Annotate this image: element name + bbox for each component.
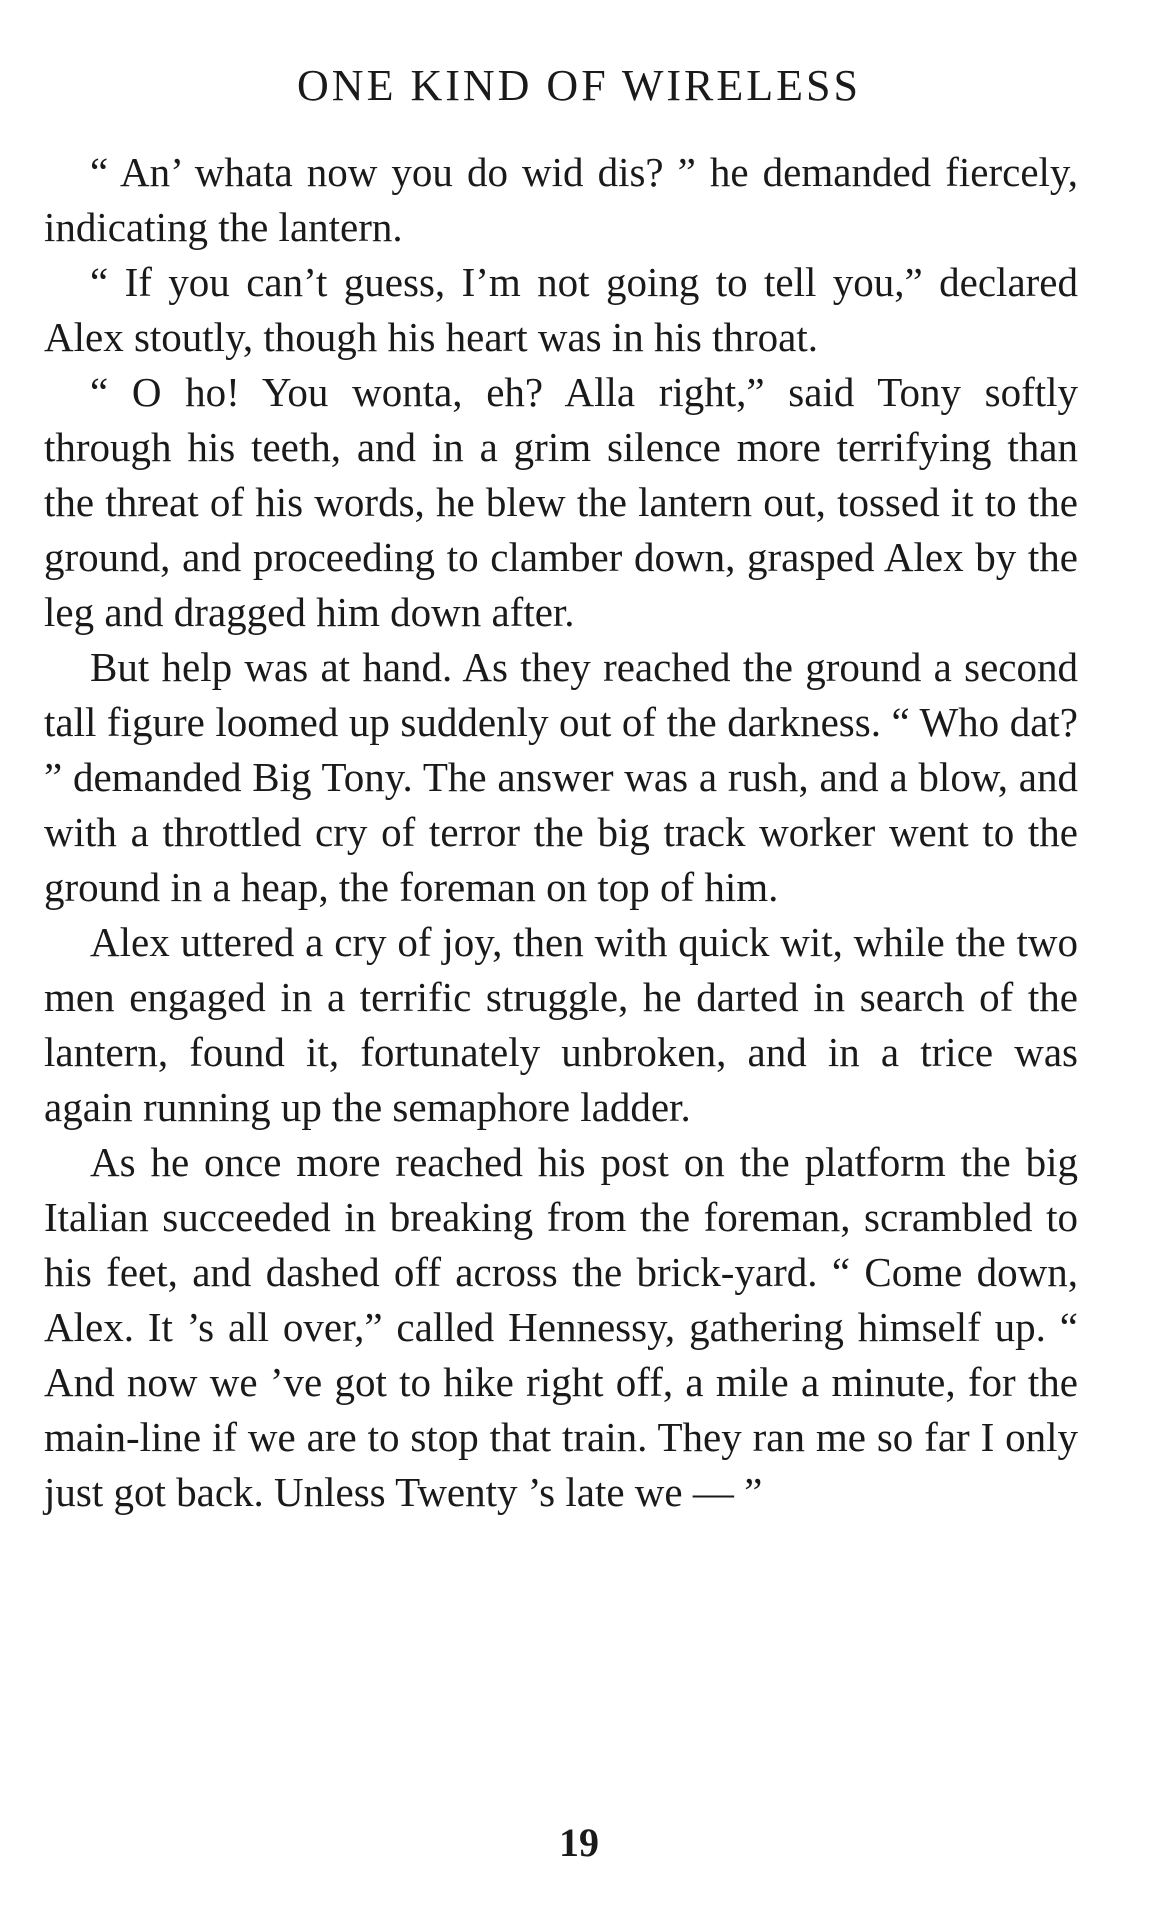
- paragraph-1: “ An’ whata now you do wid dis? ” he demanded fiercely, indicating the lantern.: [44, 149, 1078, 250]
- paragraph-4: But help was at hand. As they reached the ground a second tall figure loomed up suddenly out of the darkness. “ Who dat? ” demanded Big Tony. The answer was a rush, and a blow, and with a throttled cry of terror the big track worker went to the ground in a heap, the foreman on top of him.: [44, 644, 1078, 910]
- paragraph-6: As he once more reached his post on the platform the big Italian succeeded in breaking from the foreman, scrambled to his feet, and dashed off across the brick-yard. “ Come down, Alex. It ’s all over,” called Hennessy, gathering himself up. “ And now we ’ve got to hike right off, a mile a minute, for the main-line if we are to stop that train. They ran me so far I only just got back. Unless Twenty ’s late we — ”: [44, 1139, 1078, 1515]
- paragraph-5: Alex uttered a cry of joy, then with quick wit, while the two men engaged in a terrific struggle, he darted in search of the lantern, found it, fortunately unbroken, and in a trice was again running up the semaphore ladder.: [44, 919, 1078, 1130]
- page-number: 19: [559, 1820, 599, 1865]
- paragraph-3: “ O ho! You wonta, eh? Alla right,” said Tony softly through his teeth, and in a grim silence more terrifying than the threat of his words, he blew the lantern out, tossed it to the ground, and proceeding to clamber down, grasped Alex by the leg and dragged him down after.: [44, 369, 1078, 635]
- running-head: ONE KIND OF WIRELESS: [297, 61, 861, 110]
- body-text: [44, 145, 1078, 1520]
- paragraph-2: “ If you can’t guess, I’m not going to tell you,” declared Alex stoutly, though his heart was in his throat.: [44, 259, 1078, 360]
